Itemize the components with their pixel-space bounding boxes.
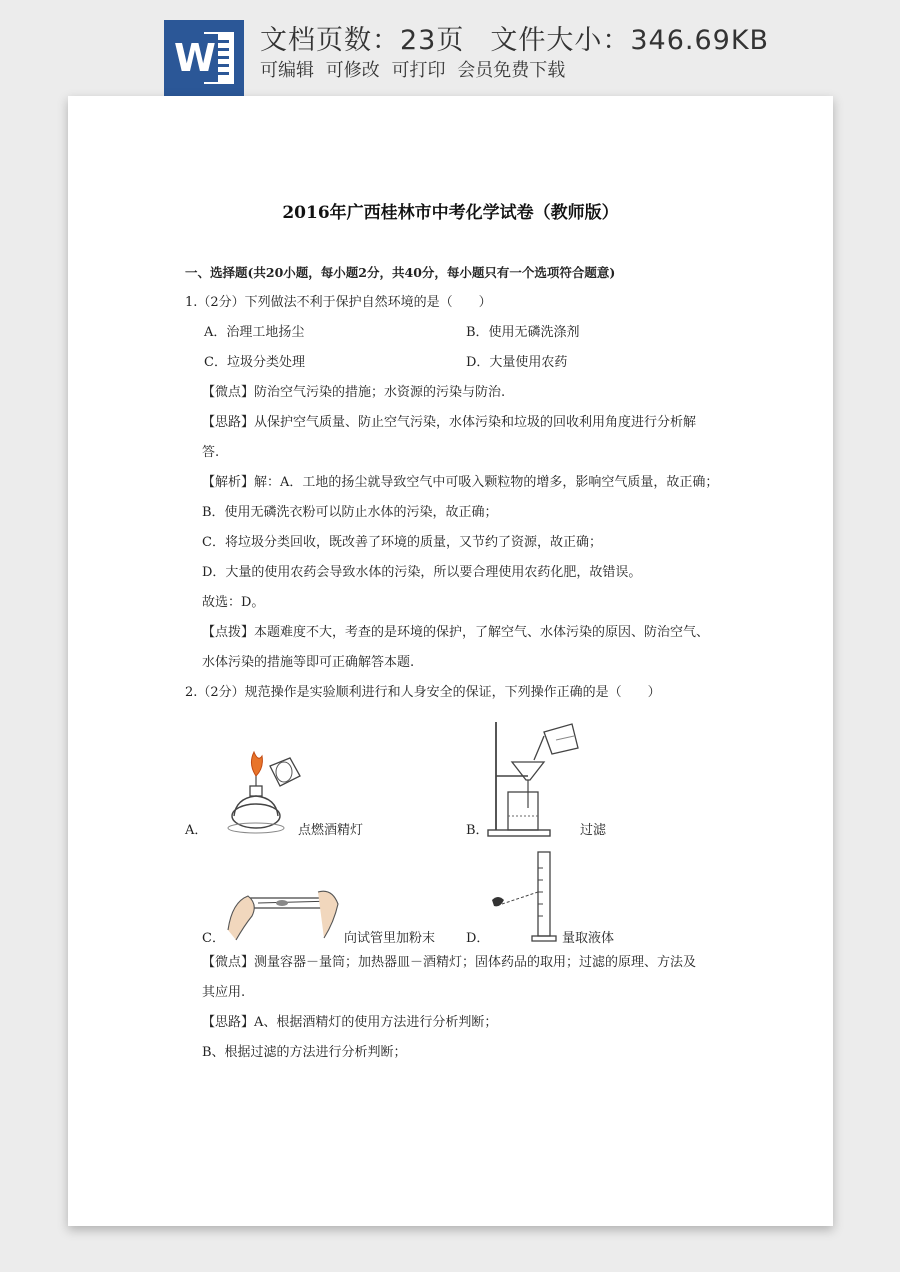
alcohol-lamp-figure [218, 746, 308, 838]
q1-stem: 1.（2分）下列做法不利于保护自然环境的是（ ） [185, 295, 492, 310]
document-title: 2016年广西桂林市中考化学试卷（教师版） [282, 203, 619, 223]
q2-option-a-caption: 点燃酒精灯 [298, 823, 364, 838]
powder-test-tube-figure [222, 882, 346, 944]
word-document-icon [164, 20, 244, 96]
q1-approach-line1: 【思路】从保护空气质量、防止空气污染，水体污染和垃圾的回收利用角度进行分析解 [202, 415, 697, 430]
q1-option-a: A．治理工地扬尘 [204, 325, 305, 340]
page-count: 文档页数：23页 [260, 25, 465, 56]
q1-comment-line1: 【点拨】本题难度不大，考查的是环境的保护，了解空气、水体污染的原因、防治空气、 [202, 625, 710, 640]
q1-key-point: 【微点】防治空气污染的措施；水资源的污染与防治. [202, 385, 506, 400]
q1-approach-line2: 答. [202, 445, 220, 460]
file-size: 文件大小：346.69KB [490, 25, 770, 56]
file-info [260, 18, 769, 57]
q1-option-b: B．使用无磷洗涤剂 [466, 325, 580, 340]
q1-analysis-line1: 【解析】解：A．工地的扬尘就导致空气中可吸入颗粒物的增多，影响空气质量，故正确； [202, 475, 719, 490]
q2-option-d-caption: 量取液体 [562, 931, 615, 946]
feature-printable: 可打印 [391, 60, 446, 81]
word-logo-letter: W [172, 34, 218, 82]
measuring-cylinder-figure [488, 848, 568, 944]
feature-list [260, 56, 571, 82]
q1-answer: 故选：D。 [202, 595, 265, 610]
filtration-figure [486, 716, 586, 838]
q2-option-c-caption: 向试管里加粉末 [344, 931, 436, 946]
q2-approach-line2: B、根据过滤的方法进行分析判断； [202, 1045, 407, 1060]
document-page [68, 96, 833, 1226]
q1-analysis-line3: C．将垃圾分类回收，既改善了环境的质量，又节约了资源，故正确； [202, 535, 602, 550]
q2-option-b-letter: B． [466, 823, 489, 838]
q2-key-point-line1: 【微点】测量容器－量筒；加热器皿－酒精灯；固体药品的取用；过滤的原理、方法及 [202, 955, 697, 970]
q2-option-a-letter: A． [185, 823, 208, 838]
feature-editable: 可编辑 [260, 60, 314, 81]
feature-member-download: 会员免费下载 [457, 60, 566, 81]
q2-approach-line1: 【思路】A、根据酒精灯的使用方法进行分析判断； [202, 1015, 498, 1030]
q1-comment-line2: 水体污染的措施等即可正确解答本题. [202, 655, 415, 670]
q2-option-b-caption: 过滤 [580, 823, 607, 838]
download-banner [0, 0, 900, 100]
q1-analysis-line4: D．大量的使用农药会导致水体的污染，所以要合理使用农药化肥，故错误。 [202, 565, 642, 580]
feature-modifiable: 可修改 [325, 60, 380, 81]
q2-key-point-line2: 其应用. [202, 985, 246, 1000]
q2-stem: 2.（2分）规范操作是实验顺利进行和人身安全的保证，下列操作正确的是（ ） [185, 685, 661, 700]
q1-option-d: D．大量使用农药 [466, 355, 568, 370]
q2-option-d-letter: D． [466, 931, 490, 946]
q1-option-c: C．垃圾分类处理 [204, 355, 305, 370]
section-heading: 一、选择题(共20小题，每小题2分，共40分，每小题只有一个选项符合题意) [185, 265, 616, 280]
q1-analysis-line2: B．使用无磷洗衣粉可以防止水体的污染，故正确； [202, 505, 498, 520]
q2-option-c-letter: C． [202, 931, 225, 946]
